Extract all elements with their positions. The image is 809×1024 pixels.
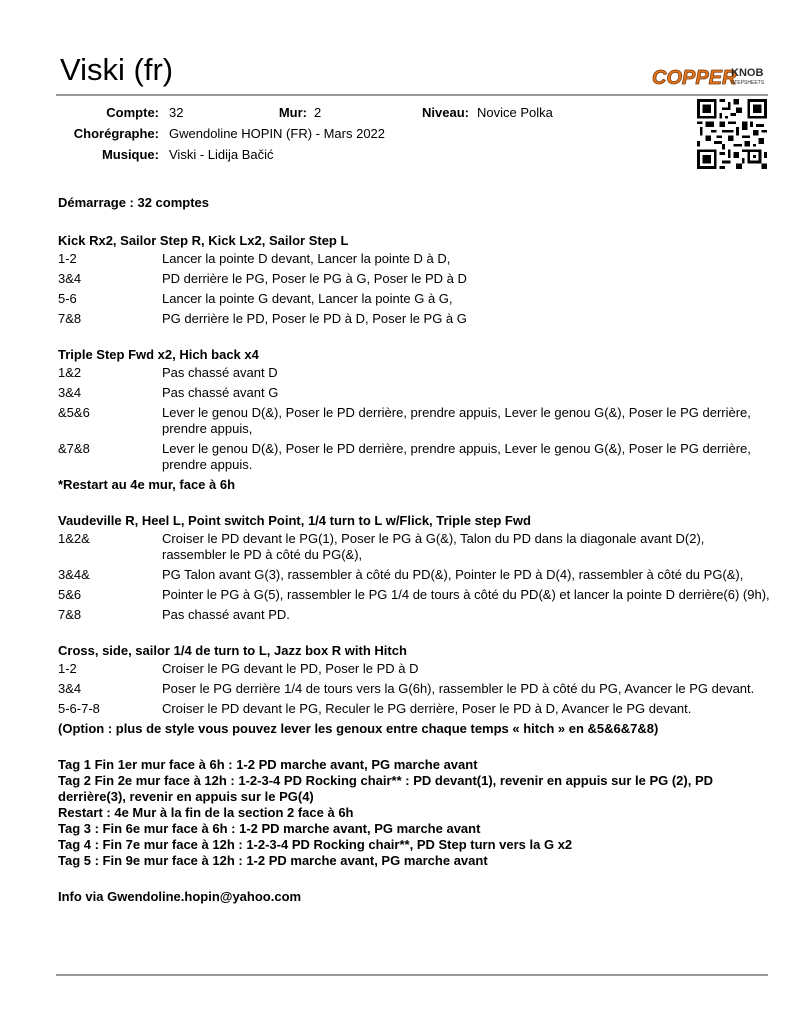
header-divider [56, 94, 768, 96]
step-row [58, 607, 770, 623]
step-count: 3&4 [58, 385, 82, 400]
tag-line: Tag 1 Fin 1er mur face à 6h : 1-2 PD marche avant, PG marche avant [58, 757, 478, 772]
music-label: Musique: [101, 147, 159, 162]
step-row [58, 661, 770, 677]
step-description: Lever le genou D(&), Poser le PD derrière, prendre appuis, Lever le genou G(&), Poser le PG derrière, prendre appuis, [162, 405, 751, 436]
wall-label: Mur: [278, 105, 307, 120]
step-row [58, 441, 770, 473]
step-count: 1-2 [58, 251, 77, 266]
step-row [58, 251, 770, 267]
qr-code[interactable] [697, 99, 767, 169]
start-count: Démarrage : 32 comptes [58, 195, 210, 210]
section-title: Triple Step Fwd x2, Hich back x4 [58, 347, 259, 362]
logo-text-stepsheets: STEPSHEETS [731, 80, 765, 86]
level-value: Novice Polka [477, 105, 553, 120]
step-row [58, 365, 770, 381]
step-description: Pas chassé avant PD. [162, 607, 290, 622]
section-2 [58, 347, 770, 493]
info-block [0, 105, 700, 165]
section-1 [58, 233, 770, 327]
page-title: Viski (fr) [60, 52, 174, 87]
choreographer-value: Gwendoline HOPIN (FR) - Mars 2022 [169, 126, 386, 141]
restart-note: *Restart au 4e mur, face à 6h [58, 477, 236, 492]
step-row [58, 405, 770, 437]
step-row [58, 385, 770, 401]
section-title: Vaudeville R, Heel L, Point switch Point, 1/4 turn to L w/Flick, Triple step Fwd [58, 513, 531, 528]
tag-line: Tag 5 : Fin 9e mur face à 12h : 1-2 PD marche avant, PG marche avant [58, 853, 488, 868]
step-description: Poser le PG derrière 1/4 de tours vers la G(6h), rassembler le PD à côté du PG, Avancer le PG devant. [162, 681, 755, 696]
step-row [58, 291, 770, 307]
step-count: 5&6 [58, 587, 82, 602]
choreographer-label: Chorégraphe: [73, 126, 159, 141]
step-description: PG derrière le PD, Poser le PD à D, Poser le PG à G [162, 311, 467, 326]
copperknob-logo[interactable] [651, 65, 767, 89]
section-4 [58, 643, 770, 737]
tag-line: Tag 4 : Fin 7e mur face à 12h : 1-2-3-4 PD Rocking chair**, PD Step turn vers la G x2 [58, 837, 573, 852]
step-count: 3&4 [58, 271, 82, 286]
tag-line: Tag 3 : Fin 6e mur face à 6h : 1-2 PD marche avant, PG marche avant [58, 821, 481, 836]
logo-text-copper: COPPER [652, 67, 737, 89]
step-description: Croiser le PD devant le PG, Reculer le PG derrière, Poser le PD à D, Avancer le PG devant. [162, 701, 692, 716]
level-label: Niveau: [422, 105, 469, 120]
step-count: 1-2 [58, 661, 77, 676]
logo-text-knob: KNOB [731, 67, 764, 79]
step-count: &7&8 [58, 441, 90, 456]
count-value: 32 [169, 105, 184, 120]
music-value: Viski - Lidija Bačić [169, 147, 274, 162]
tags-block [58, 757, 770, 869]
step-row [58, 311, 770, 327]
step-count: 7&8 [58, 311, 82, 326]
step-description: Lever le genou D(&), Poser le PD derrière, prendre appuis, Lever le genou G(&), Poser le PG derrière, prendre appuis. [162, 441, 751, 472]
step-description: Croiser le PG devant le PD, Poser le PD à D [162, 661, 419, 676]
step-count: 5-6 [58, 291, 77, 306]
step-description: Pas chassé avant D [162, 365, 278, 380]
step-count: 1&2& [58, 531, 90, 546]
step-description: PG Talon avant G(3), rassembler à côté du PD(&), Pointer le PD à D(4), rassembler à côté du PG(&), [162, 567, 744, 582]
step-row [58, 587, 770, 603]
section-title: Cross, side, sailor 1/4 de turn to L, Jazz box R with Hitch [58, 643, 407, 658]
count-label: Compte: [106, 105, 159, 120]
step-description: Lancer la pointe D devant, Lancer la pointe D à D, [162, 251, 451, 266]
section-title: Kick Rx2, Sailor Step R, Kick Lx2, Sailor Step L [58, 233, 349, 248]
step-description: Croiser le PD devant le PG(1), Poser le PG à G(&), Talon du PD dans la diagonale avant D(2), rassembler le PD à côté du PG(&), [162, 531, 705, 562]
step-row [58, 271, 770, 287]
step-count: 7&8 [58, 607, 82, 622]
section-3 [58, 513, 770, 623]
tag-line: Restart : 4e Mur à la fin de la section 2 face à 6h [58, 805, 354, 820]
step-count: 5-6-7-8 [58, 701, 100, 716]
stepsheet-content [58, 195, 770, 905]
step-count: 3&4 [58, 681, 82, 696]
step-description: Lancer la pointe G devant, Lancer la pointe G à G, [162, 291, 453, 306]
step-description: Pas chassé avant G [162, 385, 279, 400]
step-description: Pointer le PG à G(5), rassembler le PG 1/4 de tours à côté du PD(&) et lancer la pointe D derrière(6) (9h), [162, 587, 770, 602]
step-row [58, 567, 770, 583]
step-count: 3&4& [58, 567, 90, 582]
step-row [58, 701, 770, 717]
option-note: (Option : plus de style vous pouvez lever les genoux entre chaque temps « hitch » en &5&6&7&8) [58, 721, 659, 736]
wall-value: 2 [314, 105, 322, 120]
step-count: 1&2 [58, 365, 82, 380]
step-row [58, 531, 770, 563]
contact-info: Info via Gwendoline.hopin@yahoo.com [58, 889, 302, 904]
step-row [58, 681, 770, 697]
step-count: &5&6 [58, 405, 90, 420]
tag-line: Tag 2 Fin 2e mur face à 12h : 1-2-3-4 PD Rocking chair** : PD devant(1), revenir en appuis sur le PG (2), PD derrière(3), revenir en appuis sur le PG(4) [58, 773, 714, 804]
step-description: PD derrière le PG, Poser le PG à G, Poser le PD à D [162, 271, 467, 286]
footer-divider [56, 974, 768, 976]
